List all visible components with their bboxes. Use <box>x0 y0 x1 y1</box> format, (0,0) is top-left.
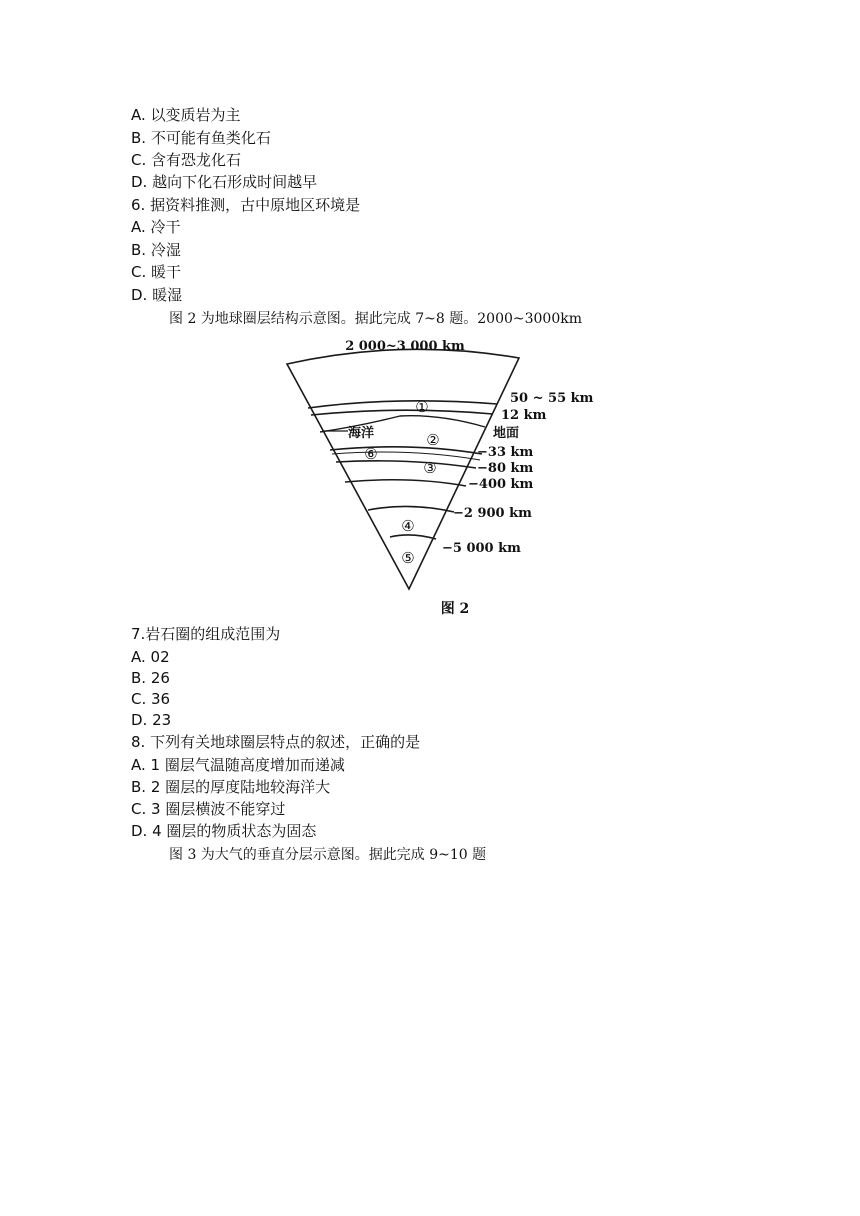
layer-number-5: ⑤ <box>401 549 415 567</box>
layer-number-6: ⑥ <box>364 445 378 463</box>
boundary-surface <box>320 416 485 432</box>
q7-option-a: A. 02 <box>131 648 170 666</box>
q5-option-b: B. 不可能有鱼类化石 <box>131 129 271 147</box>
earth-layers-figure <box>270 332 630 622</box>
layer-number-2: ② <box>426 431 440 449</box>
q8-option-c: C. 3 圈层横波不能穿过 <box>131 800 286 818</box>
depth-label-33km: −33 km <box>477 445 534 460</box>
ocean-label: 海洋 <box>348 426 375 441</box>
q7-stem: 7.岩石圈的组成范围为 <box>131 625 281 643</box>
depth-label-400km: −400 km <box>468 477 534 492</box>
figure2-intro: 图 2 为地球圈层结构示意图。据此完成 7~8 题。2000~3000km <box>169 311 582 327</box>
layer-number-4: ④ <box>401 517 415 535</box>
boundary-33km-b <box>332 452 480 460</box>
boundary-5000km <box>390 535 436 539</box>
q7-option-d: D. 23 <box>131 711 172 729</box>
depth-label-surface: 地面 <box>493 426 520 441</box>
depth-label-5000km: −5 000 km <box>442 541 521 556</box>
q8-stem: 8. 下列有关地球圈层特点的叙述，正确的是 <box>131 733 421 751</box>
q6-option-d: D. 暖湿 <box>131 286 183 304</box>
boundary-50km <box>308 401 497 408</box>
q8-option-b: B. 2 圈层的厚度陆地较海洋大 <box>131 778 331 796</box>
boundary-2900km <box>368 506 454 512</box>
depth-label-80km: −80 km <box>477 461 534 476</box>
figure2-caption: 图 2 <box>440 601 470 617</box>
depth-label-50km: 50 ~ 55 km <box>510 391 594 406</box>
q7-option-b: B. 26 <box>131 669 170 687</box>
depth-label-12km: 12 km <box>501 408 547 423</box>
layer-number-3: ③ <box>423 459 437 477</box>
boundary-12km <box>311 410 493 415</box>
q6-stem: 6. 据资料推测，古中原地区环境是 <box>131 196 361 214</box>
q6-option-b: B. 冷湿 <box>131 241 181 259</box>
q6-option-c: C. 暖干 <box>131 263 182 281</box>
q5-option-c: C. 含有恐龙化石 <box>131 151 242 169</box>
depth-label-2900km: −2 900 km <box>453 506 532 521</box>
q8-option-a: A. 1 圈层气温随高度增加而递减 <box>131 756 345 774</box>
q5-option-d: D. 越向下化石形成时间越早 <box>131 173 318 191</box>
q7-option-c: C. 36 <box>131 690 171 708</box>
figure3-intro: 图 3 为大气的垂直分层示意图。据此完成 9~10 题 <box>169 847 487 863</box>
q8-option-d: D. 4 圈层的物质状态为固态 <box>131 822 317 840</box>
q6-option-a: A. 冷干 <box>131 218 181 236</box>
boundary-400km <box>345 480 466 486</box>
boundary-80km <box>336 461 476 468</box>
figure2-top-label: 2 000~3 000 km <box>345 339 465 354</box>
layer-number-1: ① <box>415 398 429 416</box>
q5-option-a: A. 以变质岩为主 <box>131 106 241 124</box>
